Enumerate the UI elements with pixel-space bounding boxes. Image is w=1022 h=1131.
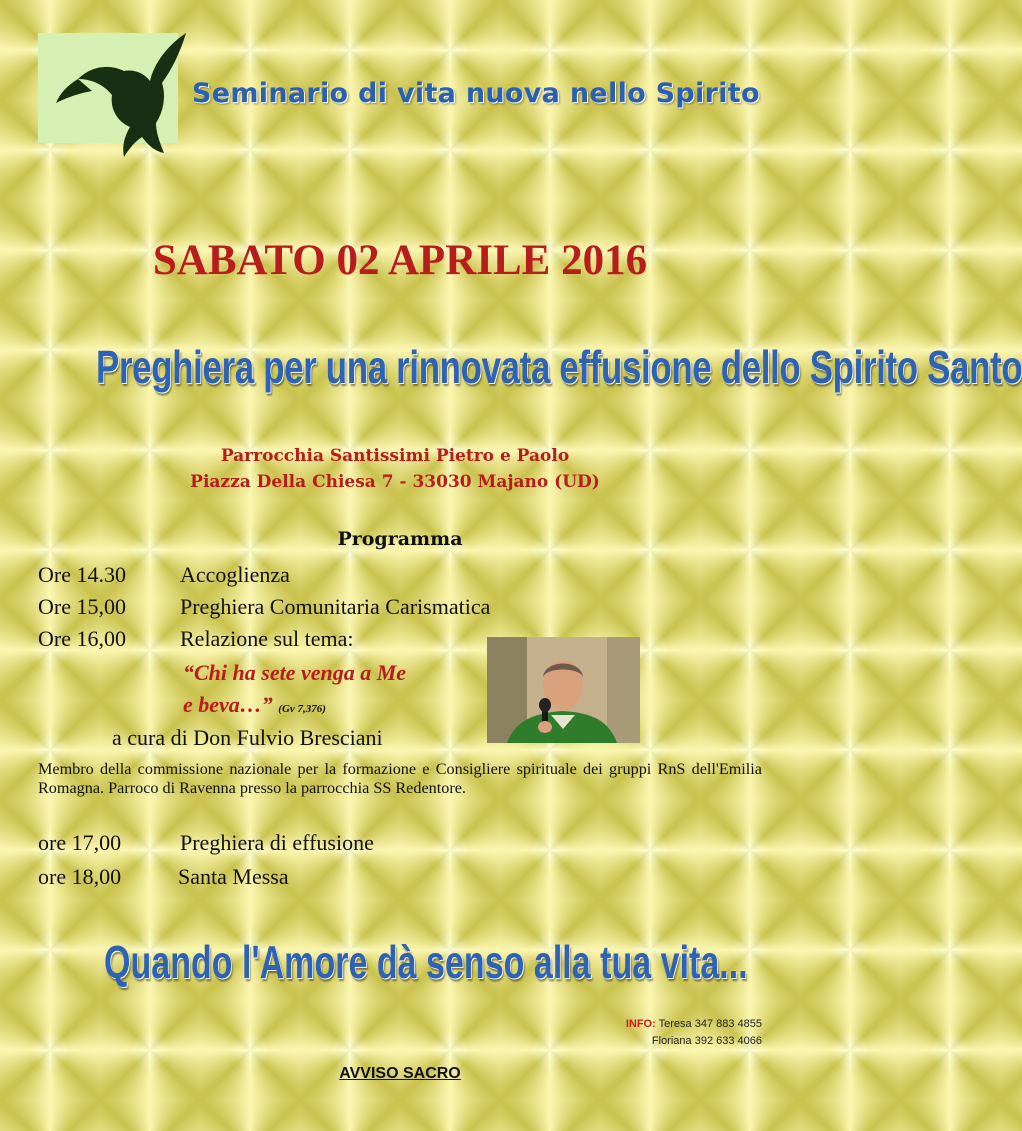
event-date: SABATO 02 APRILE 2016 [152, 237, 648, 284]
seminar-title: Seminario di vita nuova nello Spirito [192, 78, 760, 109]
program-time: ore 17,00 [38, 830, 122, 855]
info-contacts [626, 1016, 762, 1050]
info-label: INFO: [625, 1018, 656, 1030]
program-row [38, 562, 290, 588]
contact-floriana: Floriana 392 633 4066 [651, 1035, 762, 1047]
speaker-portrait [487, 637, 640, 743]
speaker-photo [487, 637, 640, 743]
program-activity: Accoglienza [180, 562, 290, 587]
event-headline: Preghiera per una rinnovata effusione dello Spirito Santo [96, 341, 1022, 393]
program-row [38, 864, 289, 890]
program-row [38, 626, 354, 652]
speaker-credit: a cura di Don Fulvio Bresciani [112, 725, 383, 750]
program-time: Ore 14.30 [38, 562, 126, 587]
program-activity: Preghiera Comunitaria Carismatica [180, 594, 491, 619]
venue-name: Parrocchia Santissimi Pietro e Paolo [220, 446, 570, 466]
sacred-notice: AVVISO SACRO [339, 1065, 461, 1082]
program-row [38, 594, 490, 620]
venue-address: Piazza Della Chiesa 7 - 33030 Majano (UD) [190, 472, 600, 492]
tagline: Quando l'Amore dà senso alla tua vita... [104, 936, 748, 988]
program-time: Ore 15,00 [38, 594, 126, 619]
program-activity: Santa Messa [178, 864, 289, 889]
bible-reference: (Gv 7,376) [278, 703, 326, 715]
program-activity: Preghiera di effusione [180, 830, 374, 855]
dove-silhouette-icon [38, 33, 198, 163]
program-time: Ore 16,00 [38, 626, 126, 651]
talk-quote-line2 [183, 692, 326, 718]
speaker-bio: Membro della commissione nazionale per la formazione e Consigliere spirituale dei gruppi RnS dell'Emilia Romagna. Parroco di Ravenna presso la parrocchia SS Redentore. [38, 760, 762, 797]
program-activity: Relazione sul tema: [180, 626, 354, 651]
dove-logo [38, 33, 178, 143]
contact-teresa: Teresa 347 883 4855 [658, 1018, 762, 1030]
talk-quote-text: e beva…” [183, 692, 273, 717]
program-row [38, 830, 374, 856]
talk-quote-line1: “Chi ha sete venga a Me [183, 660, 407, 685]
program-title: Programma [337, 528, 463, 550]
program-time: ore 18,00 [38, 864, 122, 889]
